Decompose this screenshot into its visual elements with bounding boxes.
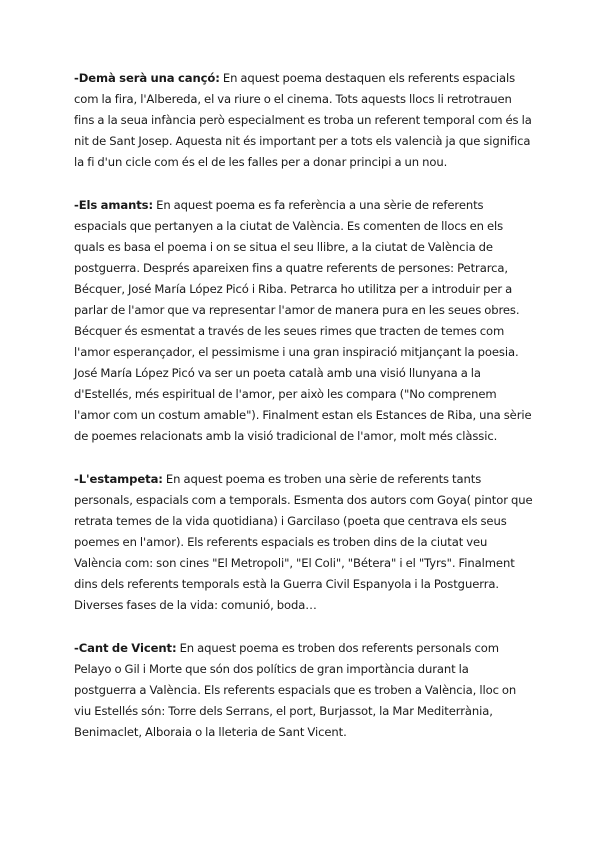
section-body: En aquest poema destaquen els referents espacials com la fira, l'Albereda, el va riure o el cinema. Tots aquests llocs li retrotrauen fins a la seua infància però especialment es troba un referent temporal com és la nit de Sant Josep. Aquesta nit és important per a tots els valencià ja que significa la fi d'un cicle com és el de les falles per a donar principi a un nou. [74, 71, 532, 169]
section-dema-sera-una-canco [74, 68, 534, 173]
section-l-estampeta [74, 469, 534, 616]
paragraph [74, 68, 534, 173]
section-body: En aquest poema es troben una sèrie de referents tants personals, espacials com a temporals. Esmenta dos autors com Goya( pintor que retrata temes de la vida quotidiana) i Garcilaso (poeta que centrava els seus poemes en l'amor). Els referents espacials es troben dins de la ciutat veu València com: son cines "El Metropoli", "El Coli", "Bétera" i el "Tyrs". Finalment dins dels referents temporals està la Guerra Civil Espanyola i la Postguerra. Diverses fases de la vida: comunió, boda… [74, 472, 533, 612]
section-els-amants [74, 195, 534, 447]
section-body: En aquest poema es fa referència a una sèrie de referents espacials que pertanyen a la ciutat de València. Es comenten de llocs en els quals es basa el poema i on se situa el seu llibre, a la ciutat de València de postguerra. Després apareixen fins a quatre referents de persones: Petrarca, Bécquer, José María López Picó i Riba. Petrarca ho utilitza per a introduir per a parlar de l'amor que va representar l'amor de manera pura en les seues obres. Bécquer és esmentat a través de les seues rimes que tracten de temes com l'amor esperançador, el pessimisme i una gran inspiració mitjançant la poesia. José María López Picó va ser un poeta català amb una visió llunyana a la d'Estellés, més espiritual de l'amor, per això les compara ("No comprenem l'amor com un costum amable"). Finalment estan els Estances de Riba, una sèrie de poemes relacionats amb la visió tradicional de l'amor, molt més clàssic. [74, 198, 532, 443]
paragraph [74, 469, 534, 616]
section-heading: -Demà serà una cançó: [74, 71, 220, 85]
section-heading: -L'estampeta: [74, 472, 163, 486]
section-body: En aquest poema es troben dos referents personals com Pelayo o Gil i Morte que són dos polítics de gran importància durant la postguerra a València. Els referents espacials que es troben a València, lloc on viu Estellés són: Torre dels Serrans, el port, Burjassot, la Mar Mediterrània, Benimaclet, Alboraia o la lleteria de Sant Vicent. [74, 641, 517, 739]
section-cant-de-vicent [74, 638, 534, 743]
section-heading: -Els amants: [74, 198, 154, 212]
paragraph [74, 195, 534, 447]
paragraph [74, 638, 534, 743]
section-heading: -Cant de Vicent: [74, 641, 177, 655]
